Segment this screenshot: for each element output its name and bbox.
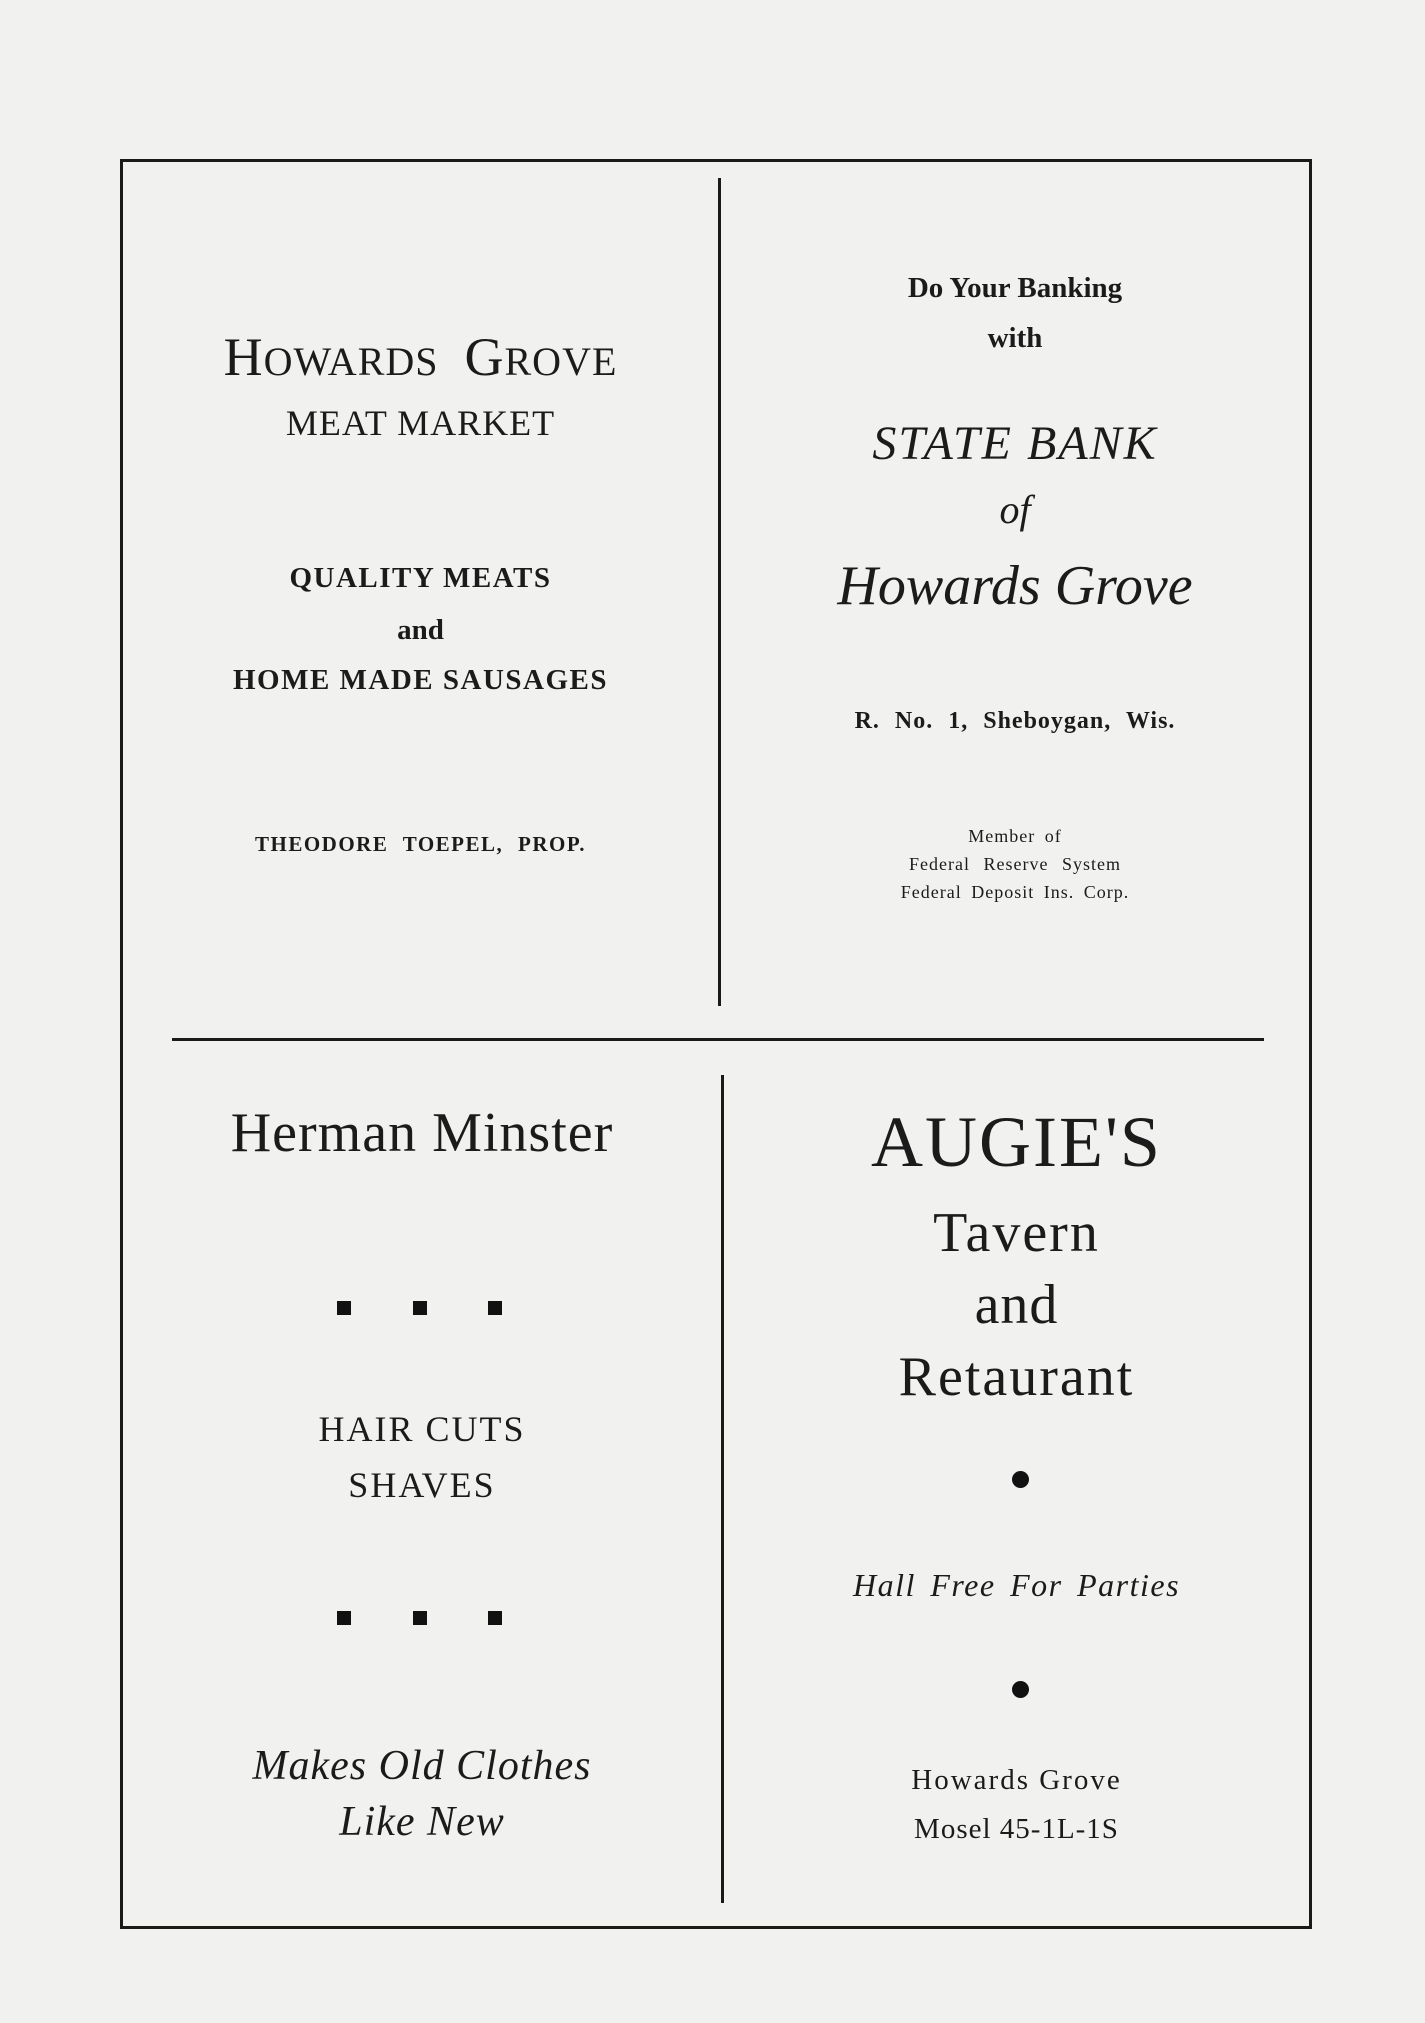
tavern-line2: and (974, 1274, 1059, 1336)
square-bullet-icon (488, 1301, 502, 1315)
bank-name-line1: STATE BANK (872, 417, 1158, 470)
tavern-promo: Hall Free For Parties (852, 1567, 1181, 1603)
tavern-ad (724, 1041, 1309, 1926)
square-bullet-icon (337, 1611, 351, 1625)
sausages-line: HOME MADE SAUSAGES (232, 664, 609, 696)
square-bullet-icon (413, 1611, 427, 1625)
border-right (1309, 159, 1312, 1929)
tavern-name: AUGIE'S (871, 1102, 1162, 1182)
barber-name: Herman Minster (230, 1102, 614, 1164)
name-initial-2: G (464, 327, 505, 387)
bank-member-line3: Federal Deposit Ins. Corp. (900, 882, 1130, 902)
tavern-location: Howards Grove (911, 1764, 1122, 1796)
barber-service-haircuts: HAIR CUTS (318, 1409, 526, 1449)
square-bullet-icon (488, 1611, 502, 1625)
tavern-line1: Tavern (933, 1202, 1100, 1264)
name-rest-2: ROVE (504, 339, 618, 384)
meat-market-ad (123, 162, 718, 1032)
square-bullet-icon (413, 1301, 427, 1315)
bank-intro-line2: with (987, 322, 1043, 354)
bank-address: R. No. 1, Sheboygan, Wis. (854, 708, 1176, 734)
tavern-line3: Retaurant (898, 1346, 1135, 1408)
bank-name-line3: Howards Grove (837, 555, 1193, 617)
meat-market-name (123, 322, 718, 392)
bank-name-of: of (999, 487, 1031, 532)
name-initial-1: H (223, 327, 264, 387)
bank-member-line1: Member of (968, 826, 1062, 846)
tavern-phone: Mosel 45-1L-1S (914, 1813, 1119, 1845)
border-bottom (123, 1926, 1312, 1929)
bank-member-line2: Federal Reserve System (909, 854, 1121, 874)
barber-slogan-line2: Like New (339, 1799, 505, 1845)
bank-intro-line1: Do Your Banking (907, 272, 1123, 304)
square-bullet-icon (337, 1301, 351, 1315)
and-line: and (397, 614, 444, 646)
barber-service-shaves: SHAVES (348, 1465, 496, 1505)
name-rest-1: OWARDS (263, 339, 439, 384)
quality-meats-line: QUALITY MEATS (289, 562, 552, 594)
proprietor-line: THEODORE TOEPEL, PROP. (254, 832, 586, 856)
meat-market-subtitle: MEAT MARKET (285, 403, 556, 443)
bank-ad (721, 162, 1309, 1032)
barber-ad (123, 1041, 721, 1926)
barber-slogan-line1: Makes Old Clothes (252, 1743, 592, 1789)
round-bullet-icon (1012, 1471, 1029, 1488)
round-bullet-icon (1012, 1681, 1029, 1698)
